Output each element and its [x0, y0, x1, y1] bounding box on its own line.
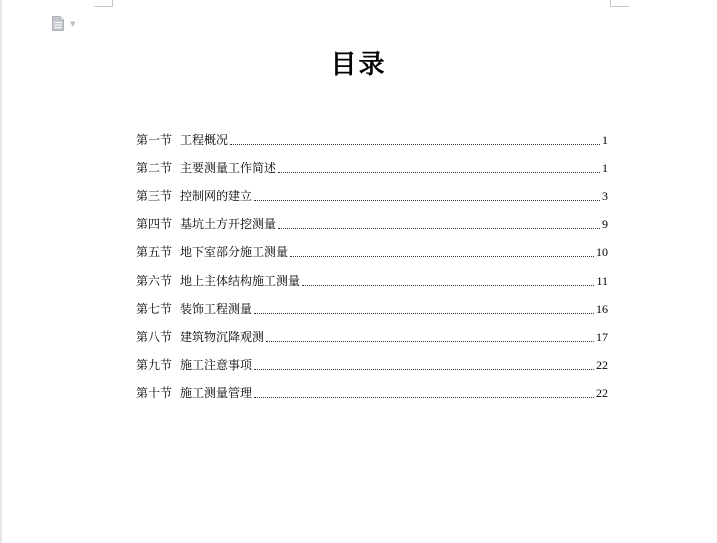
- toc-entry[interactable]: [136, 260, 608, 288]
- toc-entry[interactable]: [136, 204, 608, 232]
- toc-entry[interactable]: [136, 148, 608, 176]
- toc-page-number: 9: [602, 217, 608, 232]
- toc-page-number: 11: [596, 273, 608, 288]
- toc-dot-leader: [254, 396, 594, 398]
- caret-down-icon[interactable]: ▼: [70, 20, 76, 28]
- toc-page-number: 22: [596, 385, 608, 400]
- toc-page-number: 16: [596, 301, 608, 316]
- margin-corner-top-left: [94, 0, 113, 7]
- toc-section-title: 工程概况: [180, 133, 229, 148]
- toc-entry[interactable]: [136, 176, 608, 204]
- toc-entry[interactable]: [136, 373, 608, 401]
- toc-dot-leader: [230, 143, 600, 145]
- toc-section-title: 地上主体结构施工测量: [180, 273, 301, 288]
- table-of-contents: [136, 120, 608, 401]
- toc-dot-leader: [278, 171, 600, 173]
- toc-dot-leader: [278, 227, 600, 229]
- toc-dot-leader: [254, 368, 594, 370]
- margin-corner-top-right: [610, 0, 629, 7]
- toc-section-number: 第五节: [136, 245, 173, 260]
- toc-dot-leader: [254, 199, 600, 201]
- toc-section-number: 第九节: [136, 357, 173, 372]
- toc-section-title: 建筑物沉降观测: [180, 329, 265, 344]
- toc-section-number: 第三节: [136, 189, 173, 204]
- toc-dot-leader: [290, 255, 594, 257]
- toc-section-number: 第七节: [136, 301, 173, 316]
- toc-page-number: 10: [596, 245, 608, 260]
- page-title: 目录: [330, 50, 387, 80]
- toc-page-number: 1: [602, 133, 608, 148]
- toc-entry[interactable]: [136, 317, 608, 345]
- toc-dot-leader: [302, 284, 594, 286]
- toc-section-title: 基坑土方开挖测量: [180, 217, 277, 232]
- toc-dot-leader: [266, 340, 594, 342]
- toc-page-number: 17: [596, 329, 608, 344]
- toc-dot-leader: [254, 312, 594, 314]
- toc-section-number: 第一节: [136, 133, 173, 148]
- document-icon[interactable]: [52, 16, 64, 31]
- toc-entry[interactable]: [136, 232, 608, 260]
- toc-entry[interactable]: [136, 120, 608, 148]
- toc-entry[interactable]: [136, 289, 608, 317]
- toc-section-title: 装饰工程测量: [180, 301, 253, 316]
- toc-section-number: 第四节: [136, 217, 173, 232]
- toc-section-number: 第六节: [136, 273, 173, 288]
- toc-section-number: 第八节: [136, 329, 173, 344]
- toc-section-title: 施工注意事项: [180, 357, 253, 372]
- toc-page-number: 1: [602, 161, 608, 176]
- toc-section-number: 第二节: [136, 161, 173, 176]
- toc-section-title: 施工测量管理: [180, 385, 253, 400]
- toc-section-number: 第十节: [136, 385, 173, 400]
- toc-page-number: 3: [602, 189, 608, 204]
- toc-section-title: 控制网的建立: [180, 189, 253, 204]
- toc-section-title: 主要测量工作简述: [180, 161, 277, 176]
- toc-page-number: 22: [596, 357, 608, 372]
- toc-section-title: 地下室部分施工测量: [180, 245, 289, 260]
- toc-entry[interactable]: [136, 345, 608, 373]
